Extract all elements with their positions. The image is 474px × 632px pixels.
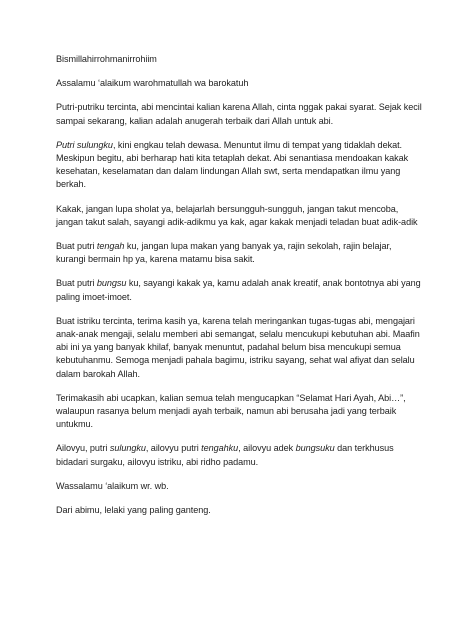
paragraph-wife: Buat istriku tercinta, terima kasih ya, karena telah meringankan tugas-tugas abi, mengajari anak-anak mengaji, selalu memberi abi semangat, selalu mencukupi kebutuhan abi. Maafin abi ini ya yang banyak khilaf, banyak menuntut, padahal belum bisa mencukupi semua kebutuhanmu. Semoga menjadi pahala bagimu, istriku sayang, sehat wal afiyat dan selalu dalam barokah Allah. [56,315,420,379]
ailovyu-d: dan terkhusus bidadari surgaku, ailovyu istriku, abi ridho padamu. [56,443,394,467]
greeting-salam: Assalamu ‘alaikum warohmatullah wa barokatuh [56,78,249,89]
ailovyu-c: , ailovyu adek [238,443,296,454]
youngest-italic: bungsu [96,278,127,289]
greeting-bismillah: Bismillahirrohmanirrohiim [56,54,157,64]
eldest-text: , kini engkau telah dewasa. Menuntut ilmu di tempat yang tidaklah dekat. Meskipun begitu, abi berharap hati kita tetaplah dekat. Abi senantiasa mendoakan kakak kesehatan, keselamatan dan dalam lindungan Allah swt, serta mendapatkan ilmu yang berkah. [56,139,409,190]
middle-before: Buat putri [56,241,97,252]
letter-page [56,53,422,528]
paragraph-middle [56,240,422,266]
paragraph-eldest [56,139,422,192]
paragraph-advice-kakak: Kakak, jangan lupa sholat ya, belajarlah bersungguh-sungguh, jangan takut mencoba, jangan takut salah, sayangi adik-adikmu ya kak, agar kakak menjadi teladan buat adik-adik [56,203,418,227]
ailovyu-a: Ailovyu, putri [56,443,110,454]
middle-after: ku, jangan lupa makan yang banyak ya, rajin sekolah, rajin belajar, kurangi bermain hp ya, karena matamu bisa sakit. [56,241,392,265]
ailovyu-b-italic: tengahku [201,443,239,454]
signature: Dari abimu, lelaki yang paling ganteng. [56,505,211,516]
ailovyu-c-italic: bungsuku [295,443,335,454]
closing-salam: Wassalamu ‘alaikum wr. wb. [56,480,169,491]
paragraph-thanks: Terimakasih abi ucapkan, kalian semua telah mengucapkan “Selamat Hari Ayah, Abi…”, walaupun rasanya belum menjadi ayah terbaik, namun abi berusaha jadi yang terbaik untukmu. [56,392,406,430]
eldest-italic: Putri sulungku [56,139,113,150]
paragraph-intro: Putri-putriku tercinta, abi mencintai kalian karena Allah, cinta nggak pakai syarat. Sejak kecil sampai sekarang, kalian adalah anugerah terbaik dari Allah untuk abi. [56,102,422,126]
youngest-before: Buat putri [56,278,97,289]
middle-italic: tengah [96,241,125,252]
ailovyu-a-italic: sulungku [109,443,146,454]
paragraph-ailovyu [56,442,422,468]
youngest-after: ku, sayangi kakak ya, kamu adalah anak kreatif, anak bontotnya abi yang paling imoet-imoet. [56,278,421,302]
ailovyu-b: , ailovyu putri [145,443,202,454]
paragraph-youngest [56,277,422,303]
